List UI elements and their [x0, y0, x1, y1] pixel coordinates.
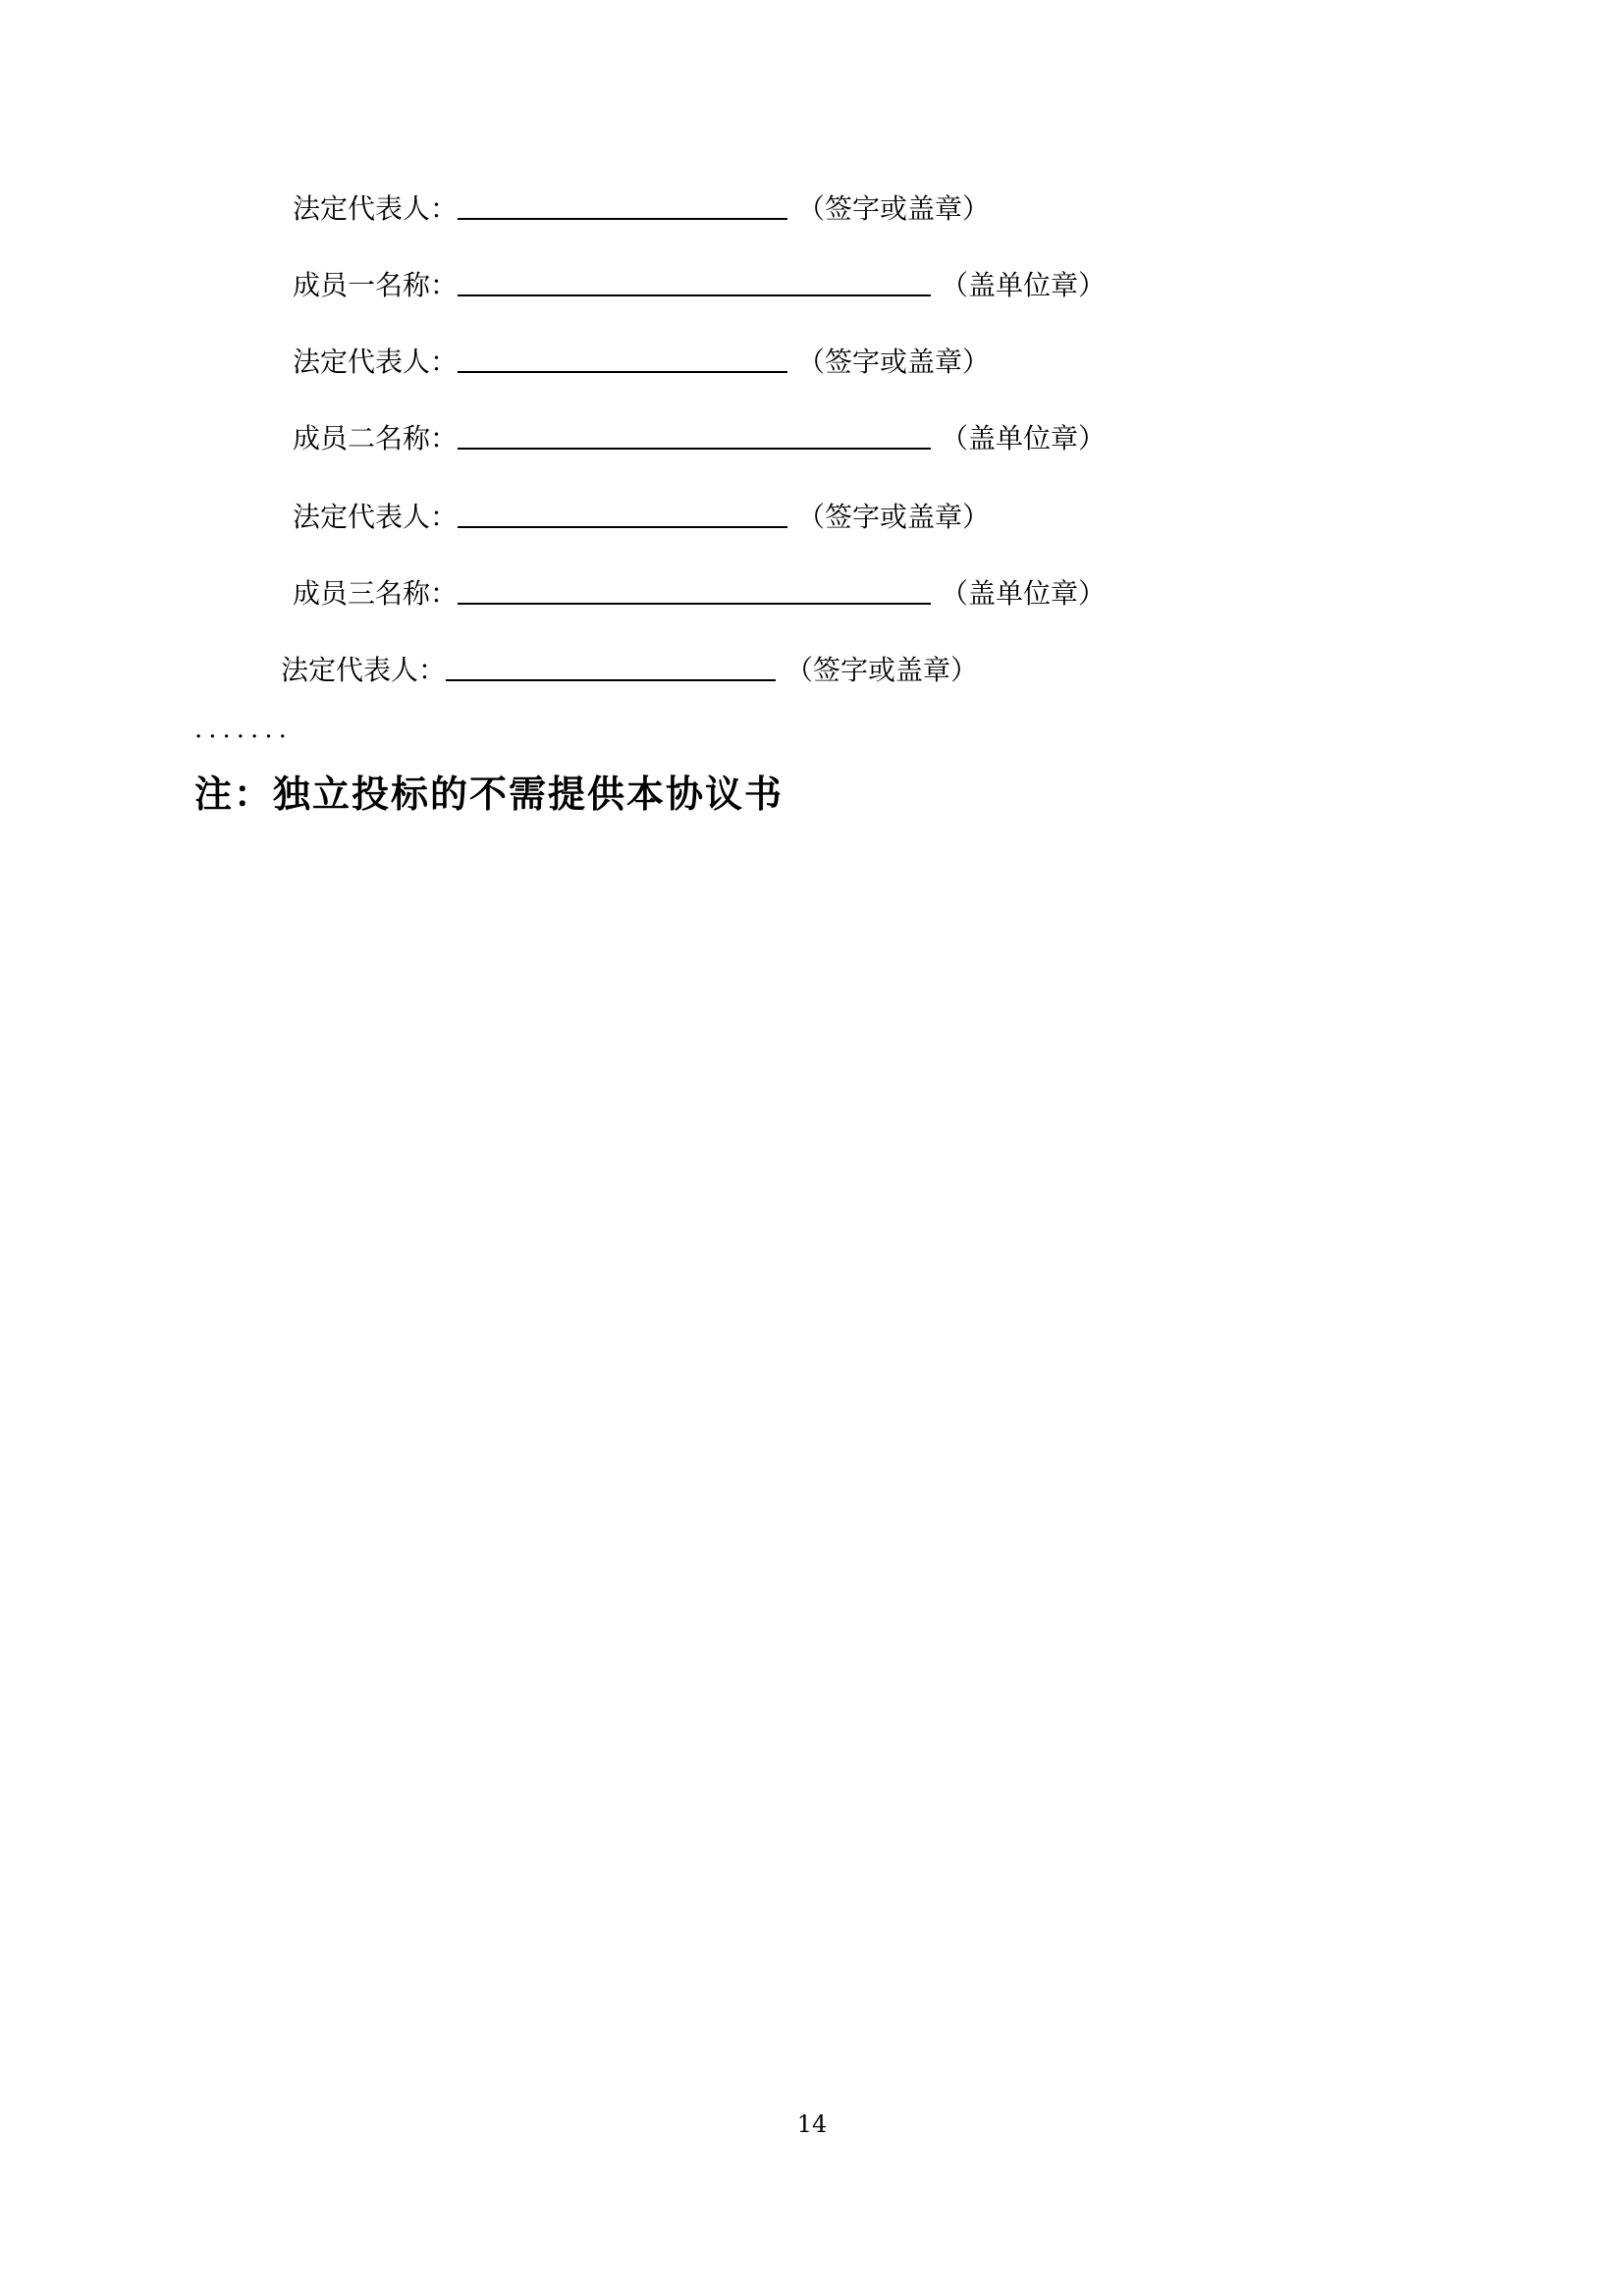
member-name-label: 成员三名称：	[293, 577, 459, 610]
sign-or-seal-note: （签字或盖章）	[797, 346, 991, 378]
sign-or-seal-note: （签字或盖章）	[785, 654, 979, 686]
member-name-label: 成员一名称：	[293, 269, 459, 301]
legal-rep-row-4	[281, 644, 978, 687]
signature-line	[458, 371, 787, 373]
signature-line	[458, 218, 787, 220]
name-line	[458, 294, 931, 296]
legal-rep-label: 法定代表人：	[293, 501, 459, 533]
legal-rep-row-1	[293, 183, 990, 226]
note-text: 注：独立投标的不需提供本协议书	[194, 773, 785, 816]
name-line	[458, 603, 931, 605]
company-seal-note: （盖单位章）	[941, 269, 1107, 301]
legal-rep-label: 法定代表人：	[281, 654, 447, 686]
continuation-dots: .......	[194, 715, 293, 744]
member-one-name-row	[293, 259, 1106, 302]
legal-rep-row-2	[293, 336, 990, 379]
signature-line	[446, 679, 776, 681]
sign-or-seal-note: （签字或盖章）	[797, 192, 991, 225]
legal-rep-row-3	[293, 491, 990, 534]
member-three-name-row	[293, 567, 1106, 611]
company-seal-note: （盖单位章）	[941, 422, 1107, 454]
signature-line	[458, 526, 787, 528]
legal-rep-label: 法定代表人：	[293, 346, 459, 378]
company-seal-note: （盖单位章）	[941, 577, 1107, 610]
member-two-name-row	[293, 412, 1106, 455]
legal-rep-label: 法定代表人：	[293, 192, 459, 225]
member-name-label: 成员二名称：	[293, 422, 459, 454]
sign-or-seal-note: （签字或盖章）	[797, 501, 991, 533]
page-number: 14	[796, 2110, 828, 2138]
name-line	[458, 448, 931, 450]
